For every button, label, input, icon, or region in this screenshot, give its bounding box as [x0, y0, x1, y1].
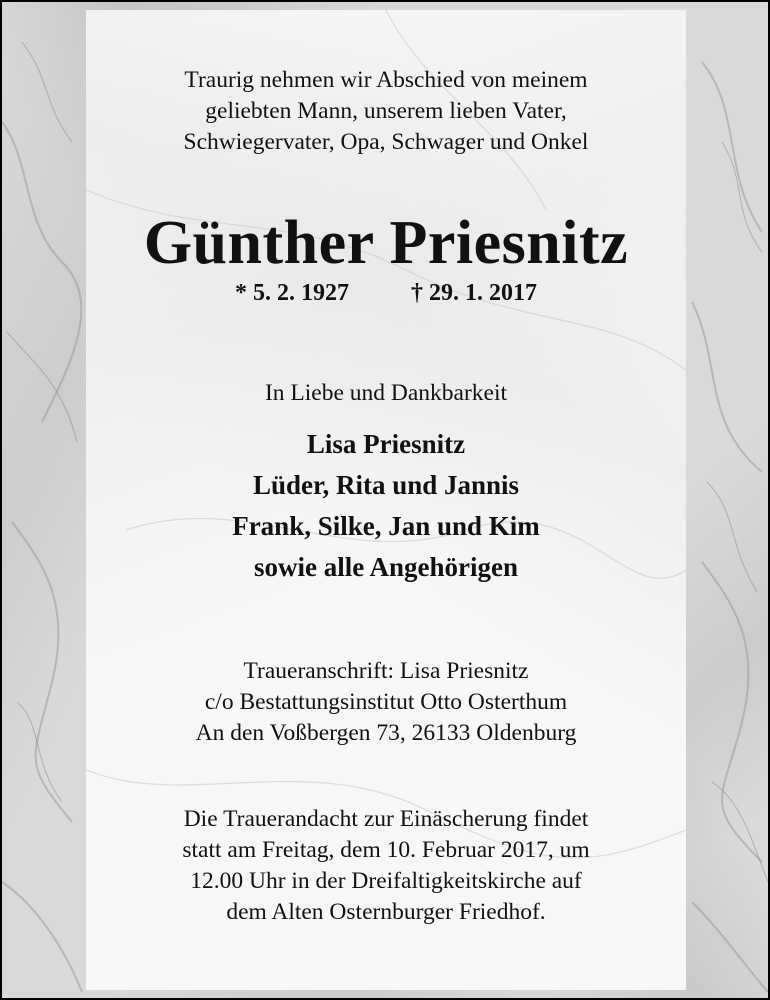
- family-member: Lisa Priesnitz: [306, 429, 466, 459]
- life-dates: [86, 278, 686, 308]
- service-info: [86, 804, 686, 928]
- address-line: Traueranschrift: Lisa Priesnitz: [243, 658, 529, 684]
- service-line: statt am Freitag, dem 10. Februar 2017, um: [182, 837, 590, 863]
- intro-line: Schwiegervater, Opa, Schwager und Onkel: [183, 129, 589, 155]
- intro-line: geliebten Mann, unserem lieben Vater,: [205, 98, 567, 124]
- family-member: Lüder, Rita und Jannis: [252, 470, 520, 500]
- family-list: [86, 424, 686, 588]
- thanks-line: In Liebe und Dankbarkeit: [264, 380, 508, 406]
- service-line: Die Trauerandacht zur Einäscherung findet: [183, 806, 589, 832]
- service-line: dem Alten Osternburger Friedhof.: [226, 899, 546, 925]
- mourning-address: [86, 656, 686, 749]
- family-member: Frank, Silke, Jan und Kim: [232, 511, 540, 541]
- address-line: c/o Bestattungsinstitut Otto Osterthum: [204, 689, 568, 715]
- death-date: † 29. 1. 2017: [411, 280, 537, 306]
- family-member: sowie alle Angehörigen: [254, 552, 518, 582]
- center-panel: [86, 10, 686, 990]
- service-line: 12.00 Uhr in der Dreifaltigkeitskirche auf: [190, 868, 582, 894]
- birth-date: * 5. 2. 1927: [235, 280, 349, 306]
- address-line: An den Voßbergen 73, 26133 Oldenburg: [195, 720, 577, 746]
- intro-line: Traurig nehmen wir Abschied von meinem: [184, 67, 588, 93]
- deceased-name: Günther Priesnitz: [143, 209, 629, 277]
- intro-text: [86, 65, 686, 158]
